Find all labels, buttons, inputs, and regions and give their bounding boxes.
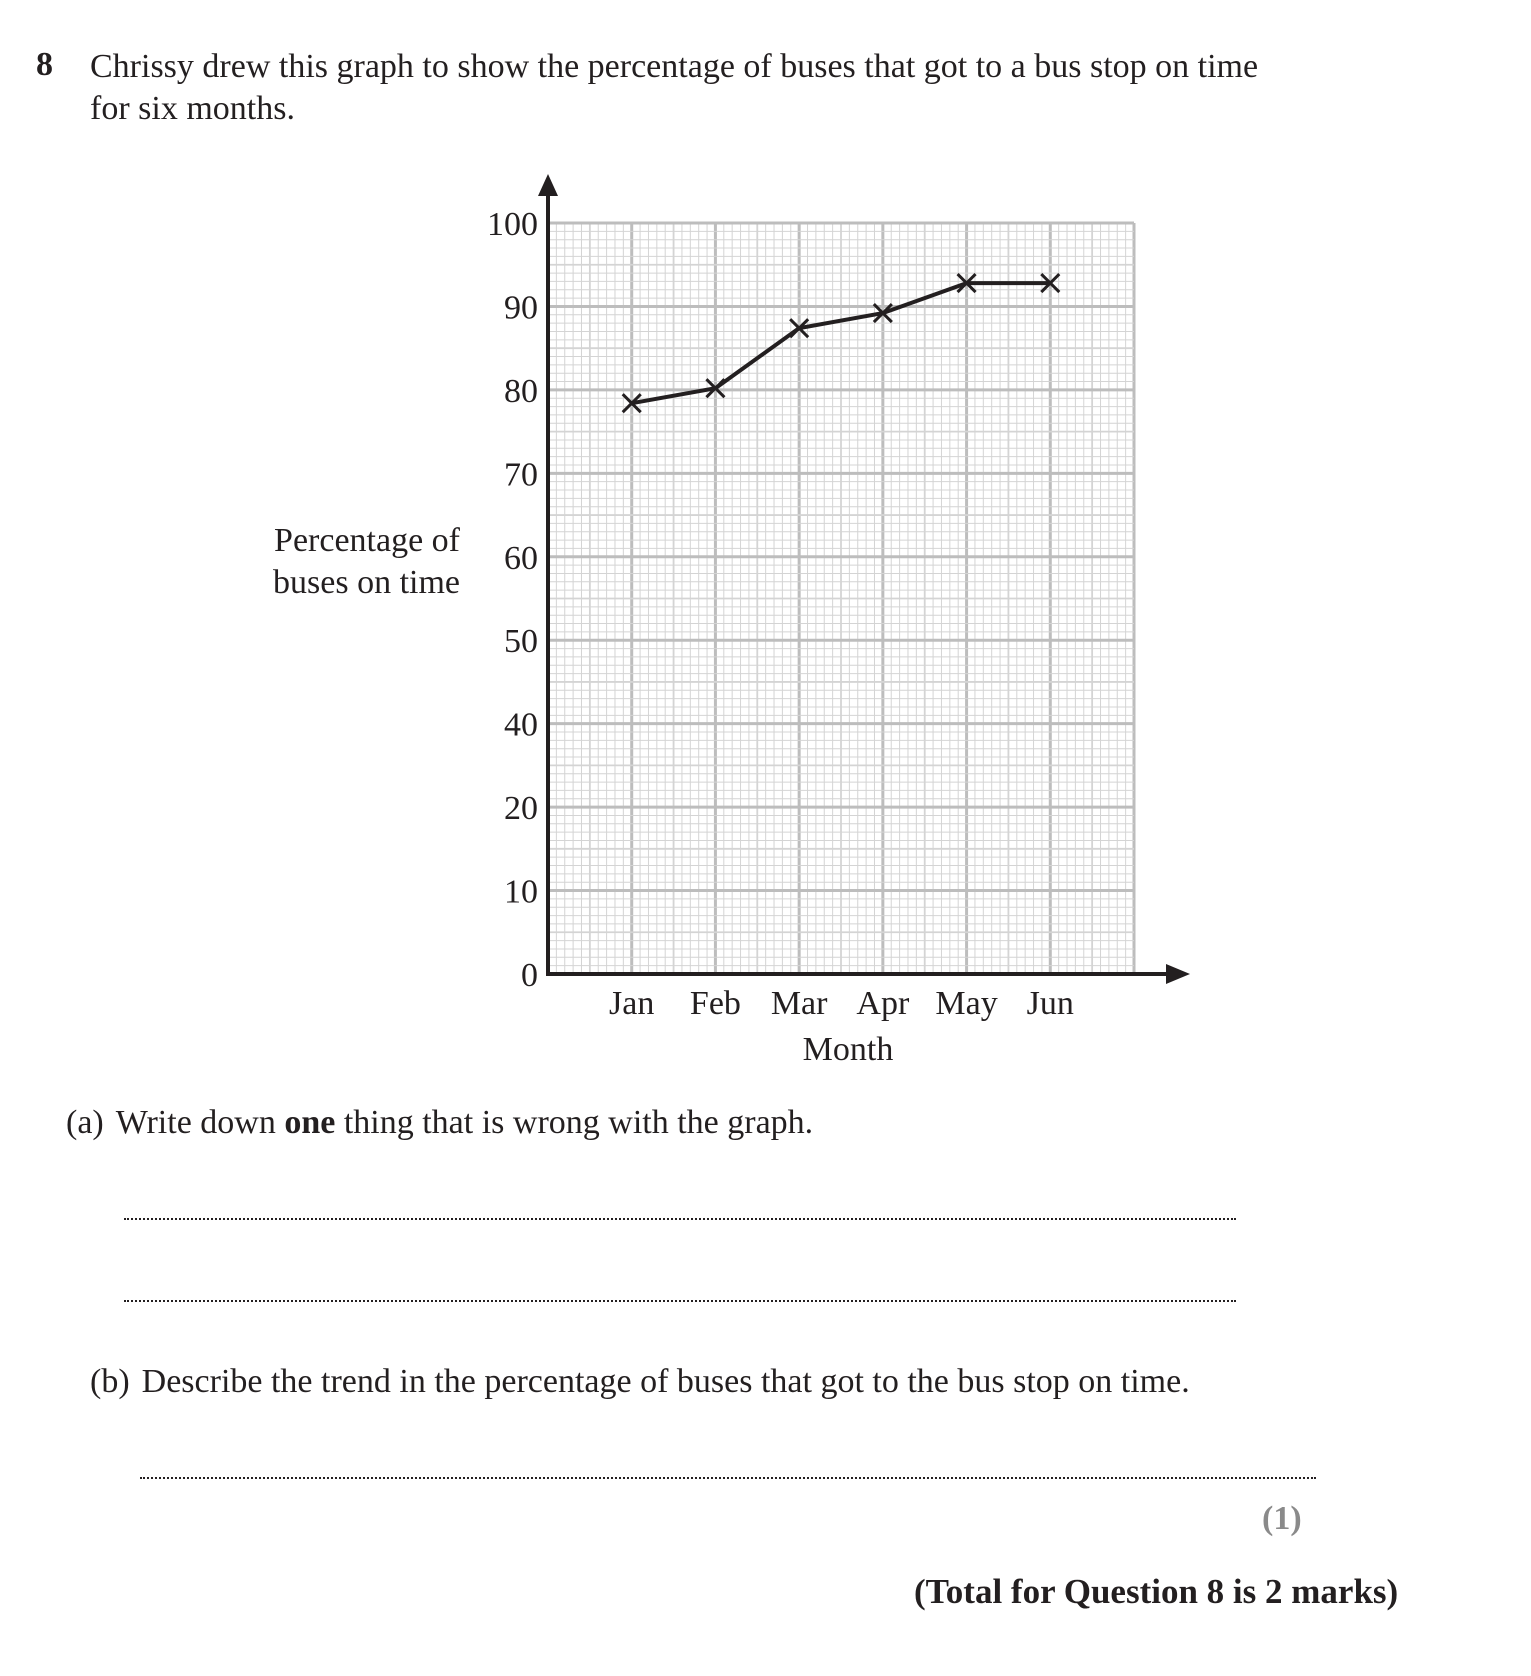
y-axis-arrow xyxy=(538,174,558,196)
part-b-question xyxy=(90,1363,1190,1401)
y-tick-label: 50 xyxy=(504,623,538,661)
intro-line-2: for six months. xyxy=(90,90,295,127)
x-tick-label: Mar xyxy=(770,985,828,1022)
part-a-question xyxy=(66,1104,813,1142)
x-tick-labels xyxy=(609,985,1074,1022)
x-tick-label: May xyxy=(935,985,998,1022)
question-number: 8 xyxy=(36,46,53,83)
y-axis-label-line-1: Percentage of xyxy=(274,522,460,559)
chart-grid xyxy=(548,223,1134,974)
y-tick-label: 100 xyxy=(487,206,538,243)
answer-line-a-1[interactable] xyxy=(124,1218,1236,1220)
part-a-text-after: thing that is wrong with the graph. xyxy=(335,1104,814,1141)
y-tick-labels xyxy=(487,206,538,994)
x-axis-label: Month xyxy=(802,1031,894,1068)
y-tick-label: 40 xyxy=(504,706,538,744)
part-b-text: Describe the trend in the percentage of buses that got to the bus stop on time. xyxy=(141,1363,1190,1400)
part-a-label: (a) xyxy=(66,1104,104,1141)
x-tick-label: Feb xyxy=(689,985,741,1022)
x-tick-label: Apr xyxy=(856,985,910,1022)
intro-line-1: Chrissy drew this graph to show the percentage of buses that got to a bus stop on time xyxy=(90,48,1259,85)
y-tick-label: 80 xyxy=(504,372,538,410)
y-axis-label-line-2: buses on time xyxy=(273,564,460,601)
x-tick-label: Jan xyxy=(609,985,655,1022)
part-a-text-before: Write down xyxy=(115,1104,285,1141)
answer-line-a-2[interactable] xyxy=(124,1300,1236,1302)
y-tick-label: 70 xyxy=(504,456,538,494)
y-tick-label: 90 xyxy=(504,289,538,327)
y-tick-label: 10 xyxy=(504,873,538,911)
answer-line-b[interactable] xyxy=(140,1477,1316,1479)
x-axis-arrow xyxy=(1166,964,1190,984)
y-tick-label: 20 xyxy=(504,790,538,828)
part-a-text-bold: one xyxy=(284,1104,336,1141)
y-tick-label: 60 xyxy=(504,539,538,577)
question-total: (Total for Question 8 is 2 marks) xyxy=(914,1572,1399,1611)
part-b-label: (b) xyxy=(90,1363,130,1400)
marks-b: (1) xyxy=(1262,1500,1302,1537)
x-tick-label: Jun xyxy=(1026,985,1074,1022)
y-tick-label: 0 xyxy=(521,957,538,994)
